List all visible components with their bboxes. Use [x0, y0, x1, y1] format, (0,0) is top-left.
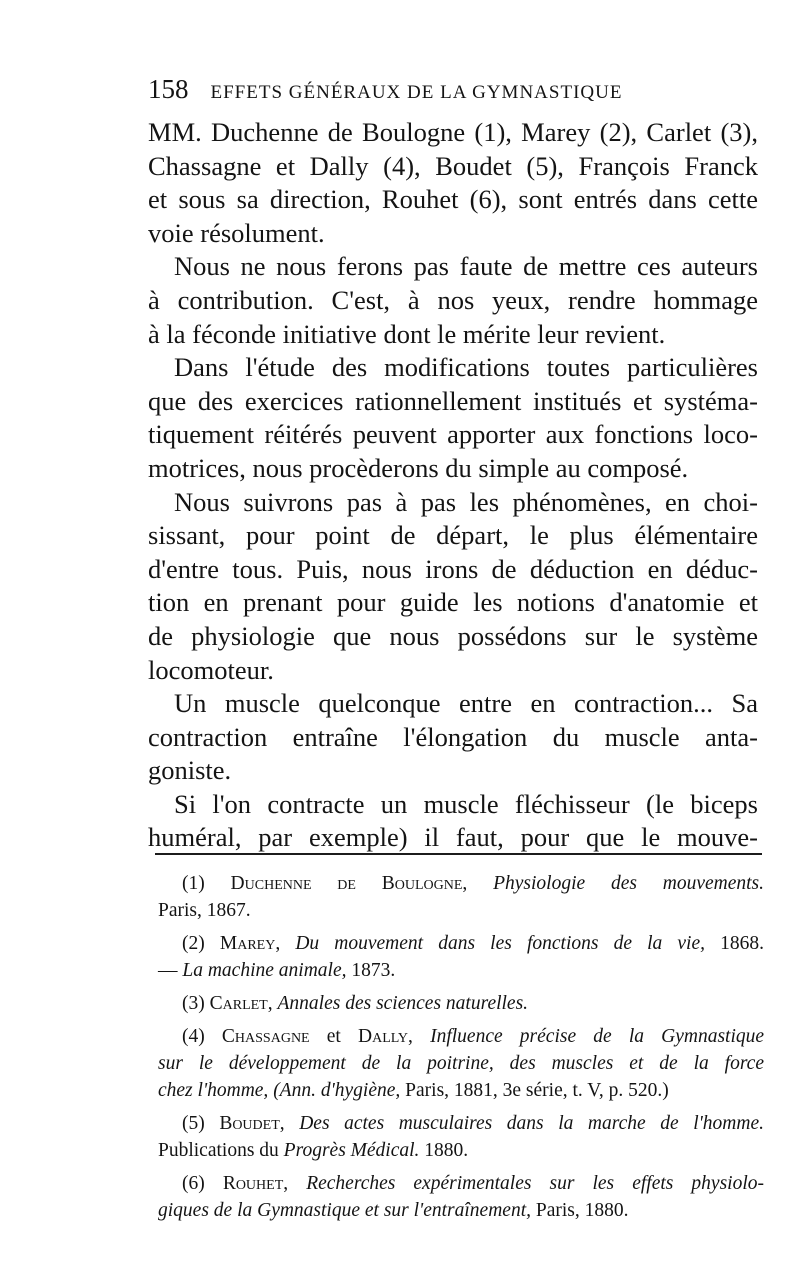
text-line: Si l'on contracte un muscle fléchisseur (le biceps — [174, 788, 758, 819]
footnote-2: (2) Marey, Du mouvement dans les fonctions de la vie, 1868. — La machine animale, 1873. — [158, 933, 764, 981]
text-line: tiquement réitérés peuvent apporter aux fonctions loco- — [148, 419, 758, 450]
footnote-work: Du mouvement dans les fonctions de la vie, — [295, 933, 705, 954]
text-line: Chassagne et Dally (4), Boudet (5), François Franck — [148, 150, 758, 181]
text-line: voie résolument. — [148, 217, 325, 248]
footnote-5: (5) Boudet, Des actes musculaires dans la marche de l'homme. Publications du Progrès Médical. 1880. — [158, 1113, 764, 1161]
text-line: sissant, pour point de départ, le plus élémentaire — [148, 520, 758, 551]
footnote-journal: (Ann. d'hygiène, — [273, 1080, 401, 1101]
footnote-6: (6) Rouhet, Recherches expérimentales sur les effets physiolo- giques de la Gymnastique et sur l'entraînement, Paris, 1880. — [158, 1173, 764, 1221]
footnote-3: (3) Carlet, Annales des sciences naturelles. — [182, 993, 529, 1014]
text-line: goniste. — [148, 755, 232, 786]
text-line: tion en prenant pour guide les notions d'anatomie et — [148, 587, 758, 618]
footnote-number: (5) — [182, 1113, 205, 1134]
footnote-work: sur le développement de la poitrine, des muscles et de la force — [158, 1053, 764, 1074]
text-line: Un muscle quelconque entre en contraction... Sa — [174, 688, 758, 719]
footnote-work: La machine animale, — [182, 960, 347, 981]
footnote-work: Influence précise de la Gymnastique — [430, 1026, 765, 1047]
footnote-author: Boudet — [219, 1113, 280, 1134]
body-text — [148, 116, 758, 855]
footnote-number: (3) — [182, 993, 205, 1014]
text-line: MM. Duchenne de Boulogne (1), Marey (2), Carlet (3), — [148, 117, 758, 147]
footnote-4: (4) Chassagne et Dally, Influence précise de la Gymnastique sur le développement de la poitrine, des muscles et de la force chez l'homme, (Ann. d'hygiène, Paris, 1881, 3e série, t. V, p. 520.) — [158, 1026, 765, 1101]
text-line: que des exercices rationnellement institués et systéma- — [148, 385, 758, 416]
footnote-number: (4) — [182, 1026, 205, 1047]
footnote-work: Annales des sciences naturelles. — [277, 993, 529, 1014]
footnote-work: giques de la Gymnastique et sur l'entraînement, — [158, 1200, 531, 1221]
footnote-work: Des actes musculaires dans la marche de l'homme. — [299, 1113, 764, 1134]
text-line: d'entre tous. Puis, nous irons de déduction en déduc- — [148, 553, 758, 584]
text-line: et sous sa direction, Rouhet (6), sont entrés dans cette — [148, 184, 758, 215]
text-line: de physiologie que nous possédons sur le système — [148, 620, 758, 651]
footnote-number: (2) — [182, 933, 205, 954]
text-line: contraction entraîne l'élongation du muscle anta- — [148, 721, 758, 752]
text-line: à contribution. C'est, à nos yeux, rendre hommage — [148, 284, 758, 315]
text-line: Dans l'étude des modifications toutes particulières — [174, 352, 758, 383]
footnote-author: Carlet — [209, 993, 268, 1014]
text-line: Nous ne nous ferons pas faute de mettre ces auteurs — [174, 251, 758, 282]
footnote-rule — [155, 853, 762, 855]
text-line: à la féconde initiative dont le mérite leur revient. — [148, 318, 666, 349]
text-line: motrices, nous procèderons du simple au composé. — [148, 452, 689, 483]
footnote-work: chez l'homme, — [158, 1080, 269, 1101]
text-line: Nous suivrons pas à pas les phénomènes, en choi- — [174, 486, 758, 517]
footnote-work: Physiologie des mouvements. — [493, 873, 764, 894]
page-number: 158 — [148, 74, 189, 104]
footnote-author: Rouhet — [222, 1173, 284, 1194]
running-title: EFFETS GÉNÉRAUX DE LA GYMNASTIQUE — [210, 82, 623, 103]
footnote-work: Progrès Médical. — [283, 1140, 420, 1161]
footnote-number: (1) — [182, 873, 205, 894]
text-line: locomoteur. — [148, 654, 274, 685]
footnote-work: Recherches expérimentales sur les effets physiolo- — [306, 1173, 764, 1194]
footnote-number: (6) — [182, 1173, 205, 1194]
text-line: huméral, par exemple) il faut, pour que le mouve- — [148, 822, 758, 853]
footnote-author: Duchenne de Boulogne — [230, 873, 463, 894]
footnote-author: Marey — [219, 933, 276, 954]
footnote-author: Dally — [358, 1026, 409, 1047]
running-head — [148, 74, 768, 105]
footnote-1: (1) Duchenne de Boulogne, Physiologie des mouvements. Paris, 1867. — [158, 873, 764, 921]
footnotes — [158, 870, 764, 1230]
footnote-author: Chassagne — [221, 1026, 310, 1047]
